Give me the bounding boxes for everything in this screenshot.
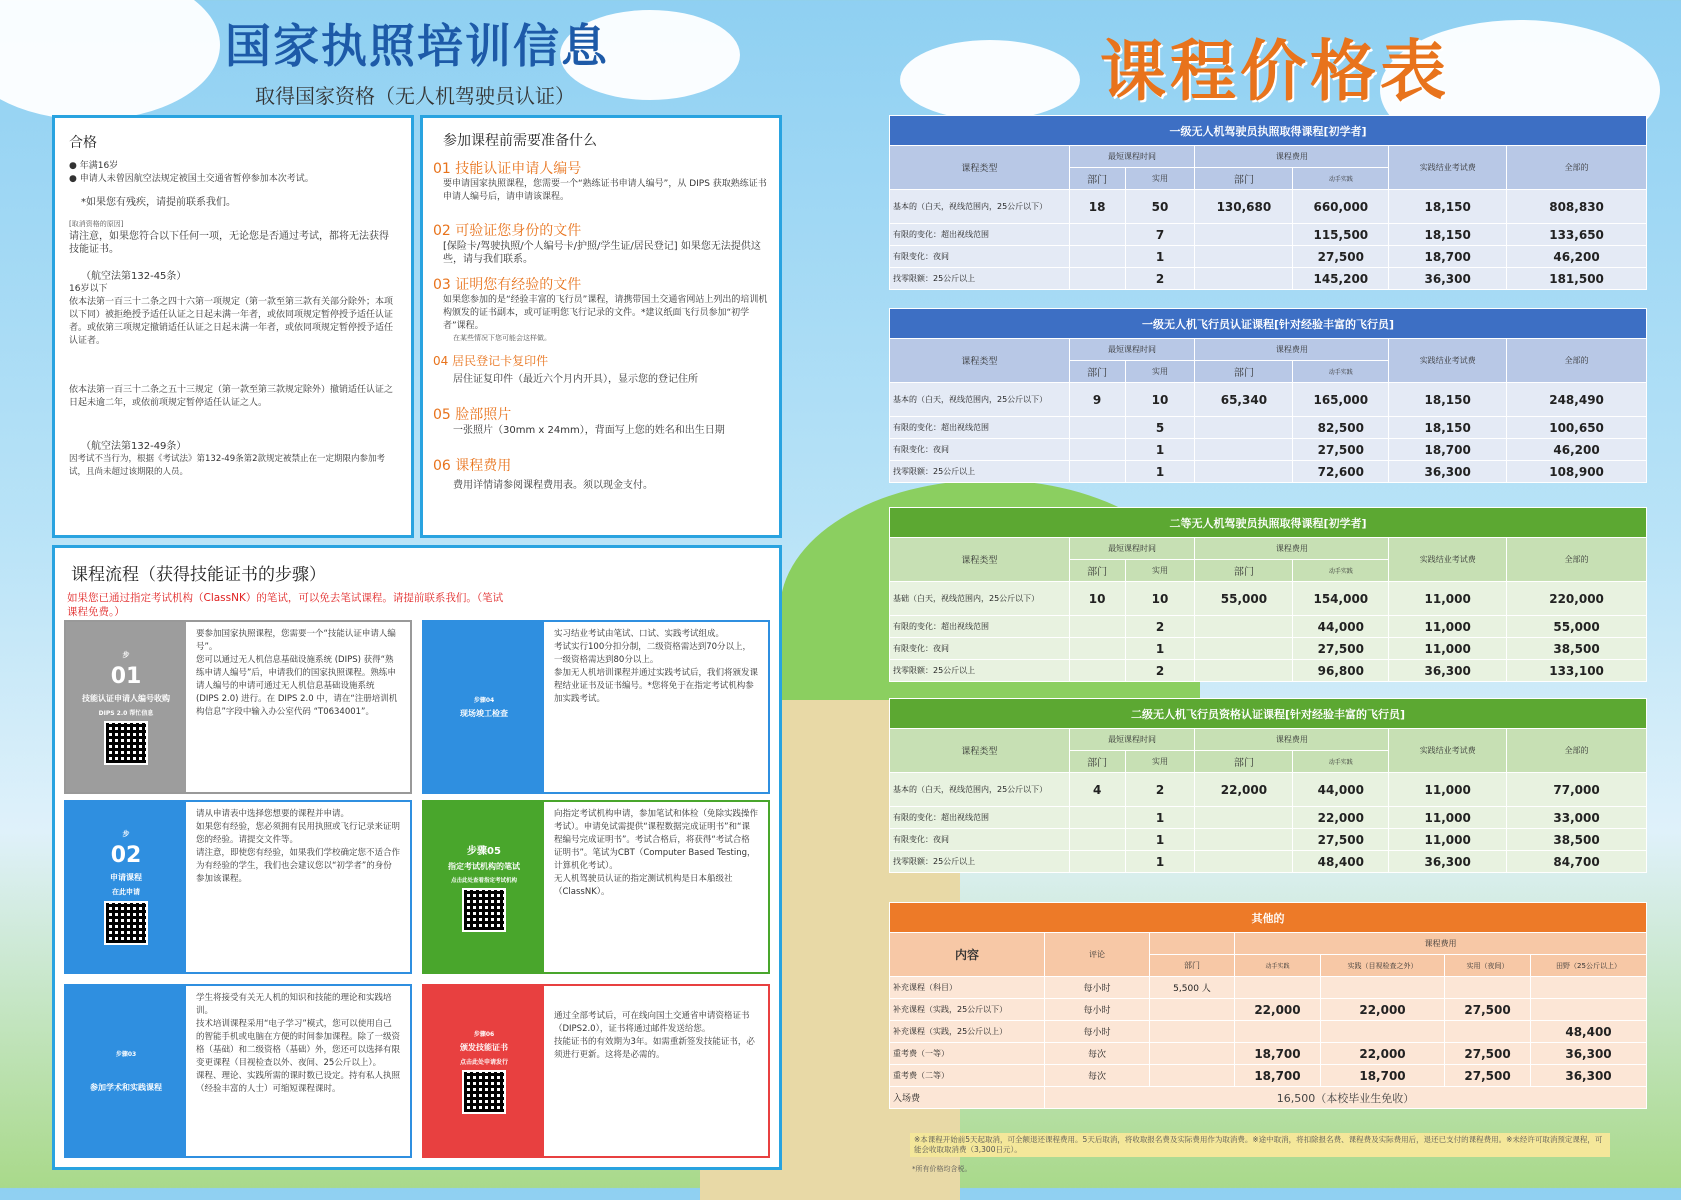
- prepare-item-text: 要申请国家执照课程，您需要一个“熟练证书申请人编号”，从 DIPS 获取熟练证书申请人编号后，请申请该课程。: [443, 179, 767, 202]
- cell-value: 5,500 人: [1150, 977, 1235, 999]
- cell-value: 22,000: [1195, 773, 1293, 807]
- price-row: [890, 461, 1647, 483]
- others-row: [890, 999, 1647, 1021]
- disability-note: *如果您有残疾，请提前联系我们。: [81, 197, 236, 208]
- cell-value: 48,400: [1293, 851, 1389, 873]
- cell-value: [1195, 638, 1293, 660]
- cell-value: 50: [1125, 190, 1195, 224]
- price-row: [890, 773, 1647, 807]
- row-label: 找零限额：25公斤以上: [890, 851, 1070, 873]
- cell-value: 18,700: [1320, 1065, 1444, 1087]
- cell-value: 36,300: [1531, 1065, 1647, 1087]
- qr-code-icon[interactable]: [462, 1070, 506, 1114]
- prepare-card: [420, 115, 782, 538]
- cell-value: 44,000: [1293, 773, 1389, 807]
- footnote: ※本课程开始前5天起取消，可全额退还课程费用。5天后取消，将收取报名费及实际费用作为取消费。※途中取消，将扣除报名费、课程费及实际费用后，退还已支付的课程费用。※未经许可取消预定课程，可能会收取取消费（3,300日元）。: [910, 1133, 1610, 1157]
- col-exam-fee: 实践结业考试费: [1389, 538, 1507, 582]
- col-dept: 部门: [1195, 751, 1293, 773]
- cell-value: [1069, 807, 1125, 829]
- prepare-item-title: 03 证明您有经验的文件: [433, 277, 582, 293]
- row-label: 有限的变化：超出视线范围: [890, 807, 1070, 829]
- cell-value: 11,000: [1389, 773, 1507, 807]
- cell-value: 7: [1125, 224, 1195, 246]
- cell-value: 1: [1125, 638, 1195, 660]
- price-table: [889, 507, 1647, 682]
- cell-value: 18,150: [1389, 224, 1507, 246]
- col-hands-on: 动手实践: [1293, 560, 1389, 582]
- cell-value: 1: [1125, 851, 1195, 873]
- others-row: [890, 977, 1647, 999]
- cell-value: [1069, 417, 1125, 439]
- others-table: [889, 902, 1647, 1109]
- col-fee: 课程费用: [1195, 538, 1389, 560]
- cell-value: 11,000: [1389, 807, 1507, 829]
- footnote-tax: *所有价格均含税。: [912, 1165, 972, 1173]
- cell-value: 38,500: [1507, 829, 1647, 851]
- col-total: 全部的: [1507, 146, 1647, 190]
- row-label: 有限变化：夜间: [890, 638, 1070, 660]
- disqualification-label: [取消资格的原因]: [69, 220, 124, 228]
- cell-value: 18,700: [1389, 439, 1507, 461]
- step-label: 参加学术和实践课程: [90, 1083, 162, 1092]
- col-visual: 实践（目视检查之外）: [1320, 955, 1444, 977]
- cell-value: 660,000: [1293, 190, 1389, 224]
- cell-value: 22,000: [1320, 999, 1444, 1021]
- cell-value: 55,000: [1507, 616, 1647, 638]
- prepare-item-text: [保险卡/驾驶执照/个人编号卡/护照/学生证/居民登记] 如果您无法提供这些，请与我们联系。: [443, 241, 761, 265]
- cloud-decoration: [900, 40, 1080, 120]
- col-exam-fee: 实践结业考试费: [1389, 146, 1507, 190]
- cell-value: [1195, 246, 1293, 268]
- entry-fee-value: 16,500（本校毕业生免收）: [1045, 1087, 1647, 1109]
- disqualification-text: 请注意，如果您符合以下任何一项，无论您是否通过考试，都将无法获得技能证书。: [69, 231, 389, 255]
- cell-value: 36,300: [1531, 1043, 1647, 1065]
- step-label: 现场竣工检查: [460, 709, 508, 718]
- cell-value: 27,500: [1445, 1065, 1531, 1087]
- cell-value: 2: [1125, 268, 1195, 290]
- cell-value: [1445, 977, 1531, 999]
- step-number: 02: [110, 843, 142, 868]
- cell-value: [1150, 1021, 1235, 1043]
- cell-value: [1195, 616, 1293, 638]
- cell-value: [1195, 807, 1293, 829]
- col-exam-fee: 实践结业考试费: [1389, 729, 1507, 773]
- price-row: [890, 190, 1647, 224]
- cell-value: 55,000: [1195, 582, 1293, 616]
- cell-value: 18,150: [1389, 383, 1507, 417]
- row-label: 有限变化：夜间: [890, 829, 1070, 851]
- row-label: 补充课程（实践，25公斤以下）: [890, 999, 1045, 1021]
- row-label: 有限的变化：超出视线范围: [890, 616, 1070, 638]
- cell-value: 4: [1069, 773, 1125, 807]
- cell-value: 2: [1125, 773, 1195, 807]
- cell-value: 145,200: [1293, 268, 1389, 290]
- course-flow-note: 如果您已通过指定考试机构（ClassNK）的笔试，可以免去笔试课程。请提前联系我们。（笔试课程免费。）: [67, 592, 504, 618]
- step-label: 申请课程: [110, 873, 142, 882]
- prepare-item-title: 04 居民登记卡复印件: [433, 354, 549, 368]
- cell-value: 130,680: [1195, 190, 1293, 224]
- price-row: [890, 638, 1647, 660]
- cell-value: [1069, 439, 1125, 461]
- col-dept: 部门: [1069, 751, 1125, 773]
- cell-value: [1531, 977, 1647, 999]
- others-title: 其他的: [890, 903, 1647, 933]
- step-text: 要参加国家执照课程，您需要一个“技能认证申请人编号”。 您可以通过无人机信息基础设施系统 (DIPS) 获得“熟练申请人编号”后，申请我们的国家执照课程。熟练申请人编号的申请可通过无人机信息基础设施系统 (DIPS 2.0) 进行。在 DIPS 2.0 中，请在“注册培训机构信息”字段中输入办公室代码 “T0634001”。: [186, 622, 410, 792]
- cell-value: [1195, 829, 1293, 851]
- price-row: [890, 224, 1647, 246]
- cell-value: 808,830: [1507, 190, 1647, 224]
- price-table-title: 二级无人机飞行员资格认证课程[针对经验丰富的飞行员]: [890, 699, 1647, 729]
- col-comment: 评论: [1045, 933, 1150, 977]
- cell-value: 27,500: [1293, 638, 1389, 660]
- qr-code-icon[interactable]: [104, 901, 148, 945]
- cell-value: [1069, 851, 1125, 873]
- cell-value: [1069, 224, 1125, 246]
- row-label: 找零限额：25公斤以上: [890, 660, 1070, 682]
- col-practice: 实用: [1125, 751, 1195, 773]
- others-row: [890, 1065, 1647, 1087]
- step-label: 技能认证申请人编号收购: [82, 693, 170, 703]
- col-min-time: 最短课程时间: [1069, 538, 1195, 560]
- price-row: [890, 417, 1647, 439]
- cell-value: 2: [1125, 660, 1195, 682]
- col-content: 内容: [890, 933, 1045, 977]
- cell-value: [1320, 1021, 1444, 1043]
- cell-value: 18,700: [1235, 1043, 1321, 1065]
- price-table: [889, 698, 1647, 873]
- cell-value: [1320, 977, 1444, 999]
- price-row: [890, 439, 1647, 461]
- cell-value: 65,340: [1195, 383, 1293, 417]
- law-text: 16岁以下 依本法第一百三十二条之四十六第一项规定（第一款至第三款有关部分除外；本项以下同）被拒绝授予适任认证之日起未满一年者，或依同项规定暂停授予适任认证者。或依第三项规定撤销适任认证之日起未满一年者，或依同项规定暂停授予适任认证者。: [69, 284, 394, 346]
- cell-value: [1195, 268, 1293, 290]
- cell-value: 36,300: [1389, 461, 1507, 483]
- col-fee: 课程费用: [1195, 146, 1389, 168]
- cell-value: 18,700: [1389, 246, 1507, 268]
- step-sub[interactable]: 在此申请: [112, 888, 140, 896]
- cell-value: 11,000: [1389, 616, 1507, 638]
- col-course-type: 课程类型: [890, 146, 1070, 190]
- prepare-item-title: 01 技能认证申请人编号: [433, 161, 582, 177]
- col-course-type: 课程类型: [890, 339, 1070, 383]
- cell-value: [1195, 851, 1293, 873]
- price-row: [890, 660, 1647, 682]
- cell-value: 248,490: [1507, 383, 1647, 417]
- cell-value: 10: [1069, 582, 1125, 616]
- col-total: 全部的: [1507, 729, 1647, 773]
- price-row: [890, 616, 1647, 638]
- qualification-bullet: 申请人未曾因航空法规定被国土交通省暂停参加本次考试。: [79, 174, 314, 184]
- cell-value: 77,000: [1507, 773, 1647, 807]
- others-row: [890, 1021, 1647, 1043]
- row-label: 找零限额：25公斤以上: [890, 461, 1070, 483]
- row-label: 基础（白天，视线范围内，25公斤以下）: [890, 582, 1070, 616]
- col-dept: 部门: [1069, 168, 1125, 190]
- price-table-title: 一级无人机飞行员认证课程[针对经验丰富的飞行员]: [890, 309, 1647, 339]
- cell-value: 154,000: [1293, 582, 1389, 616]
- cell-value: 181,500: [1507, 268, 1647, 290]
- cell-value: [1195, 660, 1293, 682]
- row-label: 基本的（白天，视线范围内，25公斤以下）: [890, 773, 1070, 807]
- cell-value: 36,300: [1389, 268, 1507, 290]
- cell-value: [1195, 461, 1293, 483]
- col-hands: 动手实践: [1235, 955, 1321, 977]
- step-text: 学生将接受有关无人机的知识和技能的理论和实践培训。 技术培训课程采用“电子学习”模式，您可以使用自己的智能手机或电脑在方便的时间参加课程。除了一级资格（基础）和二级资格（基础）外，您还可以选择有限变更课程（目视检查以外、夜间、25公斤以上）。 课程、理论、实践所需的课时数已设定。持有私人执照（经验丰富的人士）可缩短课程课时。: [186, 986, 410, 1156]
- col-min-time: 最短课程时间: [1069, 339, 1195, 361]
- cell-value: [1069, 246, 1125, 268]
- col-fee: 课程费用: [1235, 933, 1647, 955]
- step-label: 指定考试机构的笔试: [448, 862, 520, 871]
- col-course-type: 课程类型: [890, 729, 1070, 773]
- row-label: 重考费（二等）: [890, 1065, 1045, 1087]
- law-text: 因考试不当行为，根据《考试法》第132-49条第2款规定被禁止在一定期限内参加考试，且尚未超过该期限的人员。: [69, 454, 386, 477]
- cell-value: 1: [1125, 439, 1195, 461]
- page-subtitle: 取得国家资格（无人机驾驶员认证）: [255, 84, 575, 108]
- row-comment: 每次: [1045, 1065, 1150, 1087]
- step-04: [422, 620, 770, 794]
- prepare-item-text: 如果您参加的是“经验丰富的飞行员”课程，请携带国土交通省网站上列出的培训机构颁发的证书副本，或可证明您飞行记录的文件。*建议纸面飞行员参加“初学者”课程。: [443, 295, 768, 331]
- cell-value: 5: [1125, 417, 1195, 439]
- col-dept: 部门: [1195, 168, 1293, 190]
- cell-value: [1150, 1065, 1235, 1087]
- row-label: 基本的（白天，视线范围内，25公斤以下）: [890, 383, 1070, 417]
- cell-value: 44,000: [1293, 616, 1389, 638]
- cell-value: [1195, 439, 1293, 461]
- step-number: 01: [110, 663, 142, 689]
- cell-value: 10: [1125, 383, 1195, 417]
- price-row: [890, 807, 1647, 829]
- cell-value: [1069, 461, 1125, 483]
- cell-value: [1150, 1043, 1235, 1065]
- cell-value: 38,500: [1507, 638, 1647, 660]
- cell-value: 18: [1069, 190, 1125, 224]
- cell-value: 11,000: [1389, 582, 1507, 616]
- prepare-heading: 参加课程前需要准备什么: [443, 133, 597, 149]
- col-hands-on: 动手实践: [1293, 751, 1389, 773]
- law-reference: （航空法第132-45条）: [81, 271, 187, 282]
- cell-value: 48,400: [1531, 1021, 1647, 1043]
- qualification-heading: 合格: [69, 135, 97, 151]
- row-label: 补充课程（实践，25公斤以上）: [890, 1021, 1045, 1043]
- prepare-item-text: 居住证复印件（最近六个月内开具），显示您的登记住所: [453, 374, 698, 385]
- cell-value: [1069, 268, 1125, 290]
- cloud-decoration: [0, 0, 220, 120]
- row-comment: 每小时: [1045, 977, 1150, 999]
- cell-value: [1069, 660, 1125, 682]
- step-02: 步 02 申请课程 在此申请 请从申请表中选择您想要的课程并申请。 如果您有经验，您必须拥有民用执照或飞行记录来证明您的经验。请提交文件等。 请注意，即使您有经验，如果我们学校确定您不适合作为有经验的学生，我们也会建议您以“初学者”的身份参加该课程。: [64, 800, 412, 974]
- row-comment: 每小时: [1045, 1021, 1150, 1043]
- col-practice: 实用: [1125, 560, 1195, 582]
- cell-value: 100,650: [1507, 417, 1647, 439]
- step-03: [64, 984, 412, 1158]
- row-comment: 每次: [1045, 1043, 1150, 1065]
- cell-value: 1: [1125, 461, 1195, 483]
- row-label: 重考费（一等）: [890, 1043, 1045, 1065]
- course-flow-heading: 课程流程（获得技能证书的步骤）: [71, 565, 326, 585]
- cell-value: [1445, 1021, 1531, 1043]
- step-text: 请从申请表中选择您想要的课程并申请。 如果您有经验，您必须拥有民用执照或飞行记录来证明您的经验。请提交文件等。 请注意，即使您有经验，如果我们学校确定您不适合作为有经验的学生，我们也会建议您以“初学者”的身份参加该课程。: [186, 802, 410, 972]
- cell-value: 36,300: [1389, 851, 1507, 873]
- price-table-title: 一级无人机驾驶员执照取得课程[初学者]: [890, 116, 1647, 146]
- col-dept: 部门: [1069, 560, 1125, 582]
- cell-value: 46,200: [1507, 439, 1647, 461]
- law-text: 依本法第一百三十二条之五十三规定（第一款至第三款规定除外）撤销适任认证之日起未逾二年，或依前项规定暂停适任认证之人。: [69, 385, 394, 408]
- cell-value: 82,500: [1293, 417, 1389, 439]
- cell-value: 10: [1125, 582, 1195, 616]
- price-table-title: 课程价格表: [1100, 33, 1450, 110]
- cell-value: 46,200: [1507, 246, 1647, 268]
- cell-value: 36,300: [1389, 660, 1507, 682]
- cell-value: 2: [1125, 616, 1195, 638]
- law-reference: （航空法第132-49条）: [81, 441, 187, 452]
- step-sub[interactable]: 点击此处查看指定考试机构: [450, 878, 517, 884]
- cell-value: [1195, 224, 1293, 246]
- cell-value: [1235, 977, 1321, 999]
- step-sub[interactable]: 点击此处申请发行: [459, 1058, 508, 1066]
- cell-value: 18,150: [1389, 417, 1507, 439]
- cell-value: [1069, 616, 1125, 638]
- cell-value: 22,000: [1320, 1043, 1444, 1065]
- step-label: 颁发技能证书: [460, 1042, 508, 1052]
- col-dept: 部门: [1195, 361, 1293, 383]
- cell-value: 115,500: [1293, 224, 1389, 246]
- cell-value: 33,000: [1507, 807, 1647, 829]
- step-05: 步骤05 指定考试机构的笔试 点击此处查看指定考试机构 向指定考试机构申请，参加笔试和体检（免除实践操作考试）。申请免试需提供“课程数据完成证明书”和“课程编号完成证明书”。考试合格后，将获得“考试合格证明书”。笔试为CBT（Computer Based Testing，计算机化考试）。 无人机驾驶员认证的指定测试机构是日本船级社（ClassNK）。: [422, 800, 770, 974]
- col-course-type: 课程类型: [890, 538, 1070, 582]
- cell-value: [1235, 1021, 1321, 1043]
- others-row: [890, 1043, 1647, 1065]
- cell-value: 27,500: [1445, 1043, 1531, 1065]
- price-row: [890, 582, 1647, 616]
- cell-value: [1069, 638, 1125, 660]
- cell-value: 11,000: [1389, 829, 1507, 851]
- prepare-note: 在某些情况下您可能会这样做。: [453, 334, 551, 342]
- col-fee: 课程费用: [1195, 339, 1389, 361]
- price-row: [890, 246, 1647, 268]
- cell-value: 84,700: [1507, 851, 1647, 873]
- qualification-card: 合格 ● 年满16岁 ● 申请人未曾因航空法规定被国土交通省暂停参加本次考试。 *如果您有残疾，请提前联系我们。 [取消资格的原因] 请注意，如果您符合以下任何一项，无论您是否通过考试，都将无法获得技能证书。 （航空法第132-45条） 16岁以下 依本法第一百三十二条之四十六第一项规定（第一款至第三款有关部分除外；本项以下同）被拒绝授予适任认证之日起未满一年者，或依同项规定暂停授予适任认证者。或依第三项规定撤销适任认证之日起未满一年者，或依同项规定暂停授予适任认证者。 依本法第一百三十二条之五十三规定（第一款至第三款规定除外）撤销适任认证之日起未逾二年，或依前项规定暂停适任认证之人。 （航空法第132-49条） 因考试不当行为，根据《考试法》第132-49条第2款规定被禁止在一定期限内参加考试，且尚未超过该期限的人员。: [52, 115, 414, 538]
- price-row: [890, 383, 1647, 417]
- cell-value: 9: [1069, 383, 1125, 417]
- col-hands-on: 动手实践: [1293, 168, 1389, 190]
- cell-value: 27,500: [1293, 829, 1389, 851]
- cell-value: [1195, 417, 1293, 439]
- price-table: [889, 308, 1647, 483]
- cell-value: 96,800: [1293, 660, 1389, 682]
- col-min-time: 最短课程时间: [1069, 146, 1195, 168]
- cell-value: 18,700: [1235, 1065, 1321, 1087]
- row-label: 有限变化：夜间: [890, 439, 1070, 461]
- col-dept: 部门: [1150, 955, 1235, 977]
- col-dept: 部门: [1069, 361, 1125, 383]
- cell-value: 27,500: [1445, 999, 1531, 1021]
- price-table-title: 二等无人机驾驶员执照取得课程[初学者]: [890, 508, 1647, 538]
- col-dept: 部门: [1195, 560, 1293, 582]
- cell-value: 133,100: [1507, 660, 1647, 682]
- price-row: [890, 851, 1647, 873]
- col-practice: 实用: [1125, 168, 1195, 190]
- col-fee: 课程费用: [1195, 729, 1389, 751]
- step-text: 向指定考试机构申请，参加笔试和体检（免除实践操作考试）。申请免试需提供“课程数据完成证明书”和“课程编号完成证明书”。考试合格后，将获得“考试合格证明书”。笔试为CBT（Computer Based Testing，计算机化考试）。 无人机驾驶员认证的指定测试机构是日本船级社（ClassNK）。: [544, 802, 768, 972]
- prepare-item-text: 费用详情请参阅课程费用表。须以现金支付。: [453, 480, 653, 491]
- col-hands-on: 动手实践: [1293, 361, 1389, 383]
- cell-value: [1069, 829, 1125, 851]
- row-comment: 每小时: [1045, 999, 1150, 1021]
- cell-value: 1: [1125, 829, 1195, 851]
- col-total: 全部的: [1507, 538, 1647, 582]
- cell-value: 133,650: [1507, 224, 1647, 246]
- cell-value: 72,600: [1293, 461, 1389, 483]
- prepare-item-title: 05 脸部照片: [433, 407, 512, 423]
- col-total: 全部的: [1507, 339, 1647, 383]
- cell-value: 18,150: [1389, 190, 1507, 224]
- cell-value: 11,000: [1389, 638, 1507, 660]
- prepare-item-title: 02 可验证您身份的文件: [433, 223, 582, 239]
- col-exam-fee: 实践结业考试费: [1389, 339, 1507, 383]
- row-label: 补充课程（科目）: [890, 977, 1045, 999]
- cell-value: 22,000: [1293, 807, 1389, 829]
- row-label: 基本的（白天，视线范围内，25公斤以下）: [890, 190, 1070, 224]
- price-table: [889, 115, 1647, 290]
- step-sub[interactable]: DIPS 2.0 帮忙信息: [98, 709, 154, 717]
- cell-value: 27,500: [1293, 246, 1389, 268]
- cell-value: 22,000: [1235, 999, 1321, 1021]
- row-label: 有限的变化：超出视线范围: [890, 417, 1070, 439]
- qr-code-icon[interactable]: [462, 888, 506, 932]
- step-text: 实习结业考试由笔试、口试、实践考试组成。 考试实行100分扣分制，二级资格需达到70分以上，一级资格需达到80分以上。 参加无人机培训课程并通过实践考试后，我们将颁发课程结业证书及证书编号。*您将免于在指定考试机构参加实践考试。: [544, 622, 768, 792]
- prepare-item-text: 一张照片（30mm x 24mm），背面写上您的姓名和出生日期: [453, 425, 725, 436]
- cell-value: 1: [1125, 246, 1195, 268]
- price-row: [890, 268, 1647, 290]
- qualification-bullet: 年满16岁: [79, 161, 119, 171]
- qr-code-icon[interactable]: [104, 721, 148, 765]
- col-field: 田野（25公斤以上）: [1531, 955, 1647, 977]
- cell-value: [1150, 999, 1235, 1021]
- row-label: 有限变化：夜间: [890, 246, 1070, 268]
- step-06: 步骤06 颁发技能证书 点击此处申请发行 通过全部考试后，可在线向国土交通省申请资格证书（DIPS2.0），证书将通过邮件发送给您。 技能证书的有效期为3年。如需重新签发技能证书，必须进行更新。这将是必需的。: [422, 984, 770, 1158]
- col-night: 实用（夜间）: [1445, 955, 1531, 977]
- cell-value: 165,000: [1293, 383, 1389, 417]
- cell-value: 27,500: [1293, 439, 1389, 461]
- col-min-time: 最短课程时间: [1069, 729, 1195, 751]
- cell-value: 108,900: [1507, 461, 1647, 483]
- col-practice: 实用: [1125, 361, 1195, 383]
- step-01: 步 01 技能认证申请人编号收购 DIPS 2.0 帮忙信息 要参加国家执照课程，您需要一个“技能认证申请人编号”。 您可以通过无人机信息基础设施系统 (DIPS) 获得“熟练申请人编号”后，申请我们的国家执照课程。熟练申请人编号的申请可通过无人机信息基础设施系统 (DIPS 2.0) 进行。在 DIPS 2.0 中，请在“注册培训机构信息”字段中输入办公室代码 “T0634001”。: [64, 620, 412, 794]
- price-row: [890, 829, 1647, 851]
- row-label: 有限的变化：超出视线范围: [890, 224, 1070, 246]
- cell-value: 220,000: [1507, 582, 1647, 616]
- step-sub: 步骤03: [115, 1051, 137, 1058]
- cell-value: [1531, 999, 1647, 1021]
- step-sub: 步骤04: [473, 697, 495, 704]
- row-label: 找零限额：25公斤以上: [890, 268, 1070, 290]
- entry-fee-label: 入场费: [890, 1087, 1045, 1109]
- step-text: 通过全部考试后，可在线向国土交通省申请资格证书（DIPS2.0），证书将通过邮件发送给您。 技能证书的有效期为3年。如需重新签发技能证书，必须进行更新。这将是必需的。: [544, 986, 768, 1156]
- prepare-item-title: 06 课程费用: [433, 458, 512, 474]
- cell-value: 1: [1125, 807, 1195, 829]
- page-title: 国家执照培训信息: [225, 19, 609, 73]
